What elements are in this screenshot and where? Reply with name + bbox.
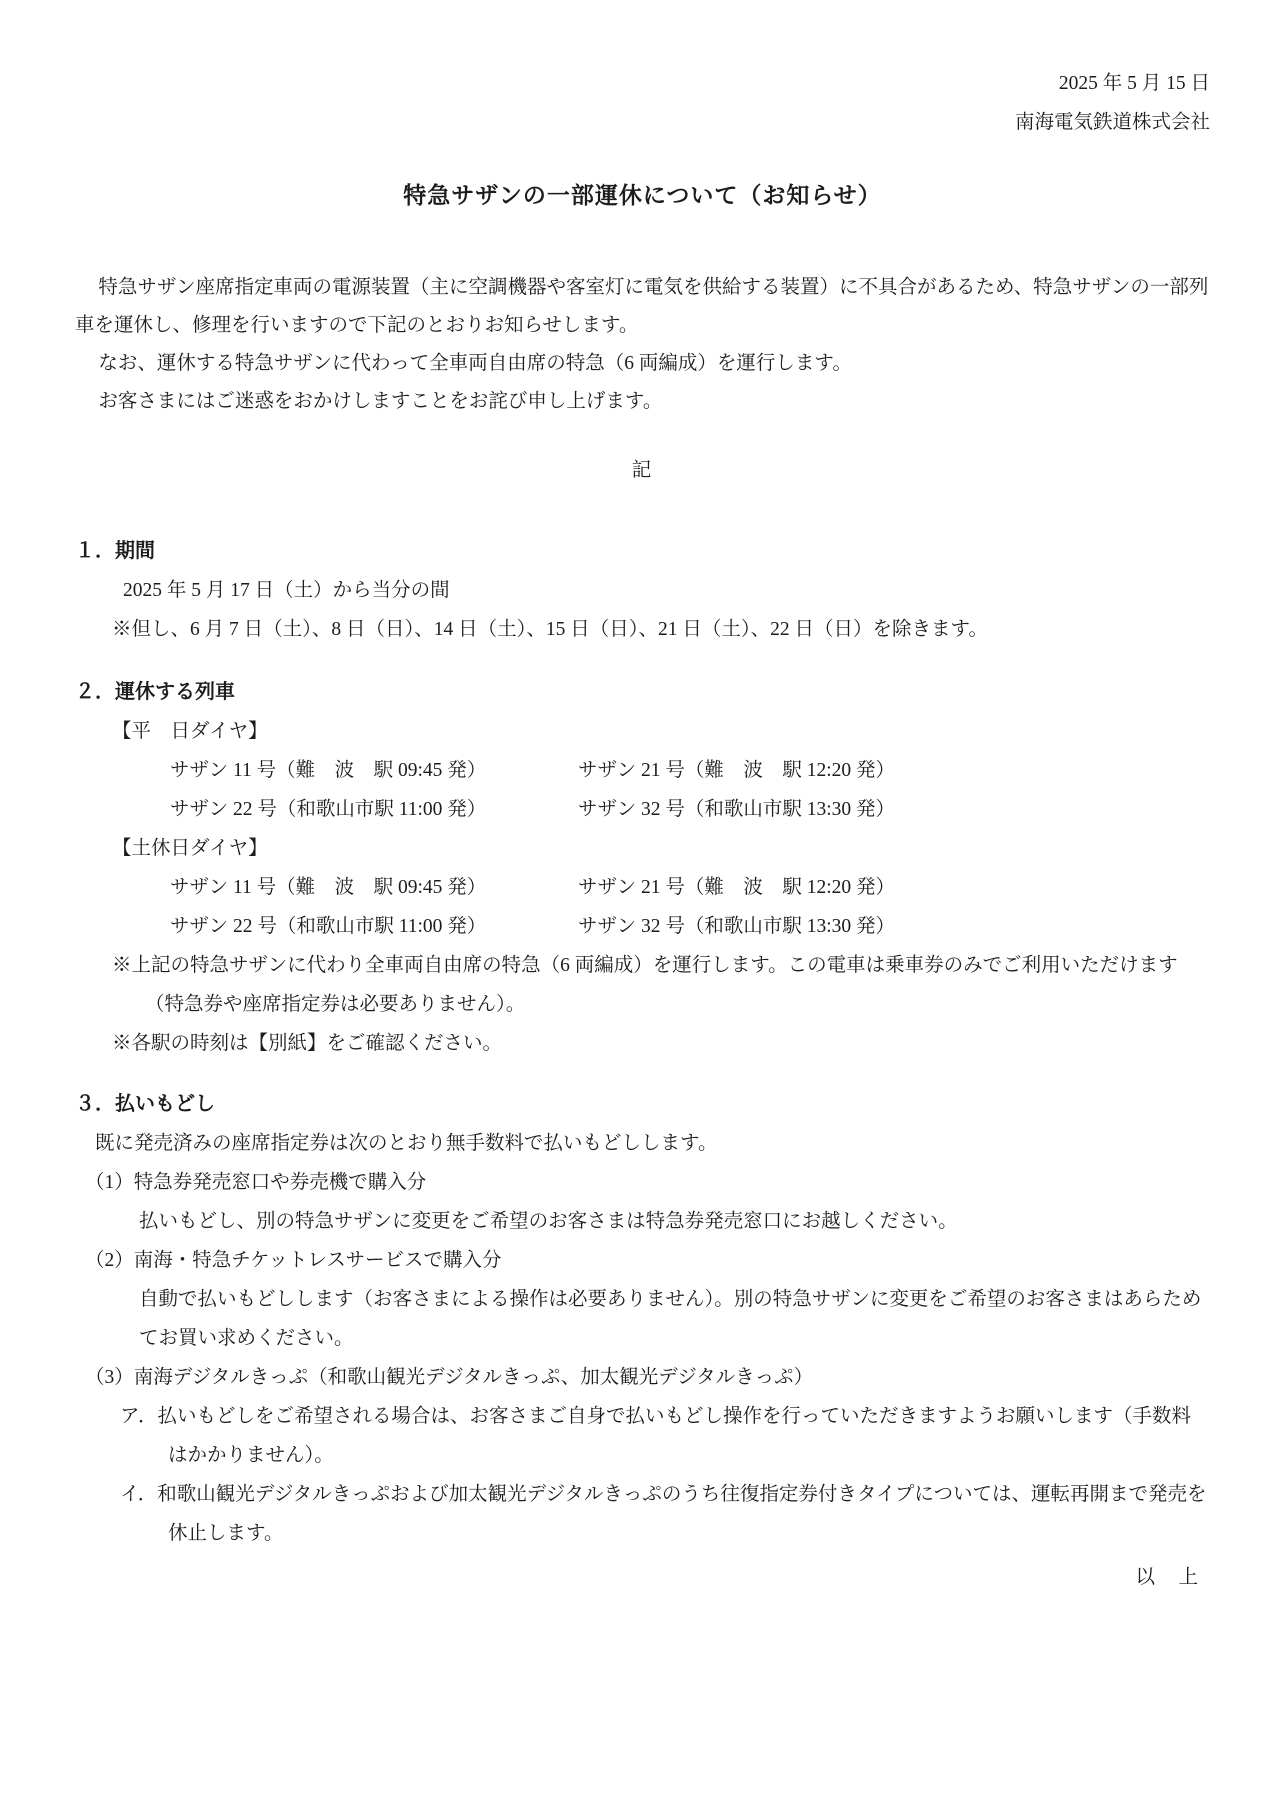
- page-title: 特急サザンの一部運休について（お知らせ）: [403, 182, 882, 208]
- train-entry: サザン 21 号（難 波 駅 12:20 発）: [578, 877, 896, 898]
- train-entry: サザン 22 号（和歌山市駅 11:00 発）: [170, 799, 487, 820]
- refund-item-2-label: （2）南海・特急チケットレスサービスで購入分: [85, 1250, 502, 1271]
- refund-subitem-a: ア．払いもどしをご希望される場合は、お客さまご自身で払いもどし操作を行っていただきますようお願いします（手数料はかかりません）。: [120, 1406, 1191, 1466]
- period-dates: 2025 年 5 月 17 日（土）から当分の間: [123, 580, 450, 601]
- intro-paragraph-2: なお、運休する特急サザンに代わって全車両自由席の特急（6 両編成）を運行します。: [98, 353, 852, 374]
- closing-mark: 以 上: [1135, 1567, 1200, 1588]
- train-schedule-row: [75, 751, 1210, 790]
- period-exception: ※但し、6 月 7 日（土）、8 日（日）、14 日（土）、15 日（日）、21 日（土）、22 日（日）を除きます。: [112, 619, 988, 640]
- train-entry: サザン 11 号（難 波 駅 09:45 発）: [170, 760, 487, 781]
- section-suspended-trains: [75, 673, 1210, 1063]
- weekday-schedule-label: 【平 日ダイヤ】: [112, 721, 268, 742]
- refund-item-2-body: 自動で払いもどしします（お客さまによる操作は必要ありません）。別の特急サザンに変更をご希望のお客さまはあらためてお買い求めください。: [139, 1289, 1202, 1349]
- document-header: [75, 64, 1210, 142]
- intro-paragraph-3: お客さまにはご迷惑をおかけしますことをお詫び申し上げます。: [98, 391, 663, 412]
- section-heading-period: １．期間: [75, 540, 155, 562]
- section-heading-suspended-trains: ２．運休する列車: [75, 681, 235, 703]
- train-schedule-row: [75, 790, 1210, 829]
- section-refund: [75, 1085, 1210, 1553]
- ki-marker: 記: [631, 460, 654, 481]
- document-date: 2025 年 5 月 15 日: [1058, 73, 1210, 94]
- refund-item-1-body: 払いもどし、別の特急サザンに変更をご希望のお客さまは特急券発売窓口にお越しください。: [139, 1211, 958, 1232]
- train-entry: サザン 21 号（難 波 駅 12:20 発）: [578, 760, 896, 781]
- train-schedule-row: [75, 907, 1210, 946]
- refund-item-3-label: （3）南海デジタルきっぷ（和歌山観光デジタルきっぷ、加太観光デジタルきっぷ）: [85, 1367, 814, 1388]
- train-entry: サザン 22 号（和歌山市駅 11:00 発）: [170, 916, 487, 937]
- intro-section: [75, 269, 1210, 421]
- train-entry: サザン 32 号（和歌山市駅 13:30 発）: [578, 916, 896, 937]
- timetable-note: ※各駅の時刻は【別紙】をご確認ください。: [112, 1033, 503, 1054]
- refund-lead: 既に発売済みの座席指定券は次のとおり無手数料で払いもどしします。: [95, 1133, 718, 1154]
- train-schedule-row: [75, 868, 1210, 907]
- refund-item-1-label: （1）特急券発売窓口や券売機で購入分: [85, 1172, 427, 1193]
- section-period: [75, 532, 1210, 649]
- section-heading-refund: ３．払いもどし: [75, 1093, 215, 1115]
- refund-subitem-b: イ．和歌山観光デジタルきっぷおよび加太観光デジタルきっぷのうち往復指定券付きタイプについては、運転再開まで発売を休止します。: [120, 1484, 1207, 1544]
- train-entry: サザン 11 号（難 波 駅 09:45 発）: [170, 877, 487, 898]
- train-entry: サザン 32 号（和歌山市駅 13:30 発）: [578, 799, 896, 820]
- substitute-train-note: ※上記の特急サザンに代わり全車両自由席の特急（6 両編成）を運行します。この電車は乗車券のみでご利用いただけます（特急券や座席指定券は必要ありません）。: [112, 955, 1178, 1015]
- holiday-schedule-label: 【土休日ダイヤ】: [112, 838, 268, 859]
- intro-paragraph-1: 特急サザン座席指定車両の電源装置（主に空調機器や客室灯に電気を供給する装置）に不具合があるため、特急サザンの一部列車を運休し、修理を行いますので下記のとおりお知らせします。: [75, 277, 1209, 336]
- company-name: 南海電気鉄道株式会社: [1014, 112, 1210, 133]
